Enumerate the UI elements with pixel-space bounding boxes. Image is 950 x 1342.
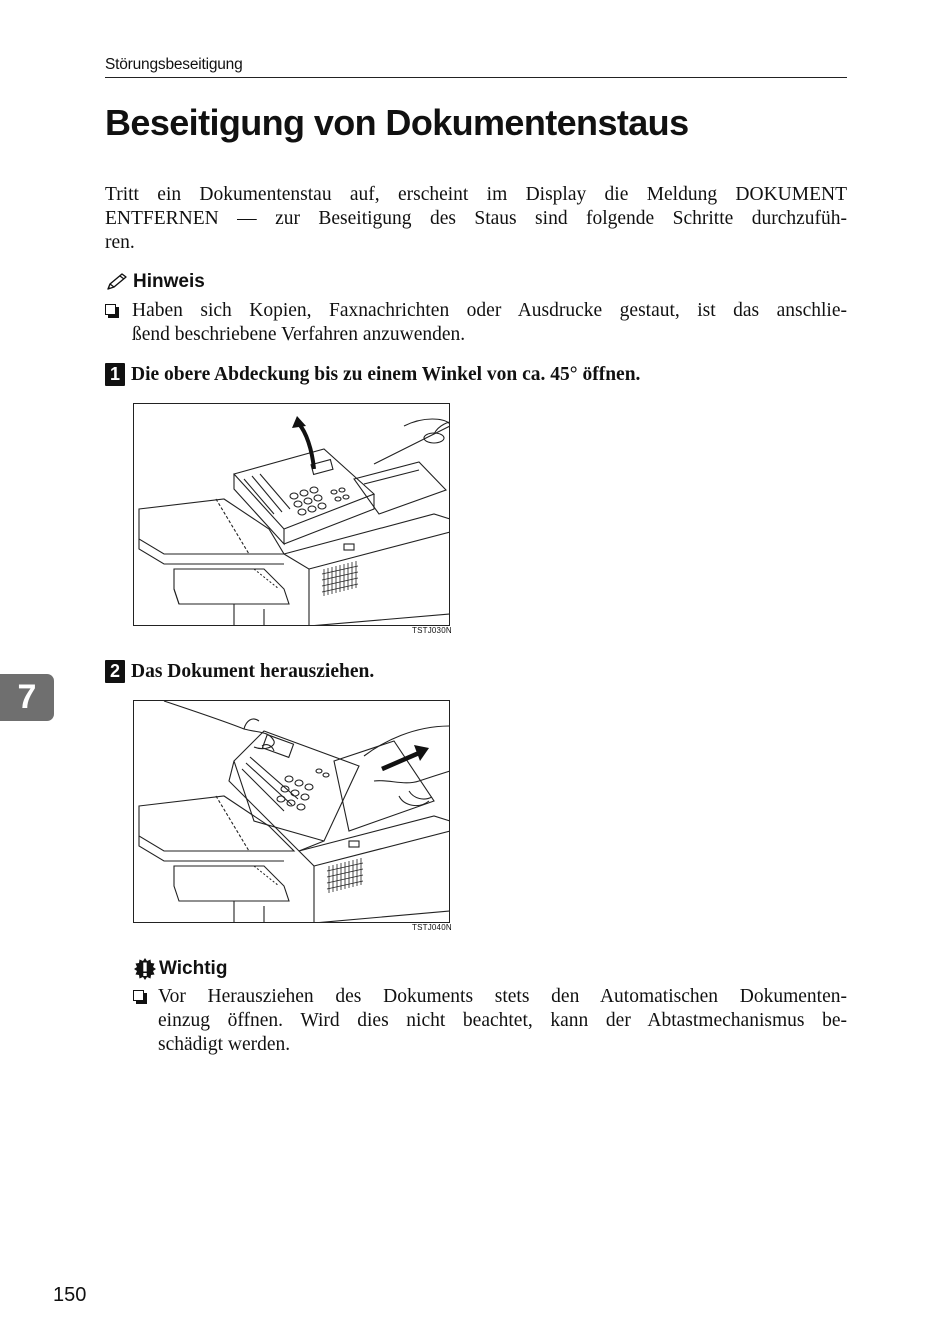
important-item-line: Vor Herausziehen des Dokuments stets den Automatischen Dokumenten- <box>158 986 847 1007</box>
note-item-line: Haben sich Kopien, Faxnachrichten oder Ausdrucke gestaut, ist das anschlie- <box>132 300 847 321</box>
pencil-icon <box>105 272 129 292</box>
figure-caption: TSTJ030N <box>412 626 452 635</box>
figure-open-cover <box>133 403 450 626</box>
important-item-line: schädigt werden. <box>158 1034 291 1055</box>
step-text: Das Dokument herausziehen. <box>131 660 375 682</box>
note-item-line: ßend beschriebene Verfahren anzuwenden. <box>132 324 466 345</box>
important-heading <box>133 957 227 981</box>
note-item <box>105 299 847 347</box>
warning-badge-icon <box>133 957 157 981</box>
important-item <box>133 985 847 1057</box>
note-heading <box>105 271 205 293</box>
step-number-badge: 2 <box>105 660 125 683</box>
step-text: Die obere Abdeckung bis zu einem Winkel von ca. 45° öffnen. <box>131 363 641 385</box>
checkbox-bullet-icon <box>133 990 144 1001</box>
important-label: Wichtig <box>159 958 228 979</box>
intro-line: ENTFERNEN — zur Beseitigung des Staus sind folgende Schritte durchzufüh- <box>105 208 847 229</box>
intro-paragraph <box>105 183 847 255</box>
running-header: Störungsbeseitigung <box>105 56 243 73</box>
page-number: 150 <box>53 1284 87 1306</box>
chapter-tab: 7 <box>0 674 54 721</box>
fax-machine-pull-document-illustration <box>134 701 450 923</box>
figure-caption: TSTJ040N <box>412 923 452 932</box>
header-rule <box>105 77 847 78</box>
checkbox-bullet-icon <box>105 304 116 315</box>
intro-line: Tritt ein Dokumentenstau auf, erscheint im Display die Meldung DOKUMENT <box>105 184 847 205</box>
fax-machine-open-cover-illustration <box>134 404 450 626</box>
important-item-line: einzug öffnen. Wird dies nicht beachtet, kann der Abtastmechanismus be- <box>158 1010 847 1031</box>
intro-line: ren. <box>105 232 135 253</box>
note-label: Hinweis <box>133 271 205 292</box>
step-1 <box>105 363 640 386</box>
step-number-badge: 1 <box>105 363 125 386</box>
step-2 <box>105 660 374 683</box>
figure-pull-document <box>133 700 450 923</box>
page-title: Beseitigung von Dokumentenstaus <box>105 102 689 143</box>
